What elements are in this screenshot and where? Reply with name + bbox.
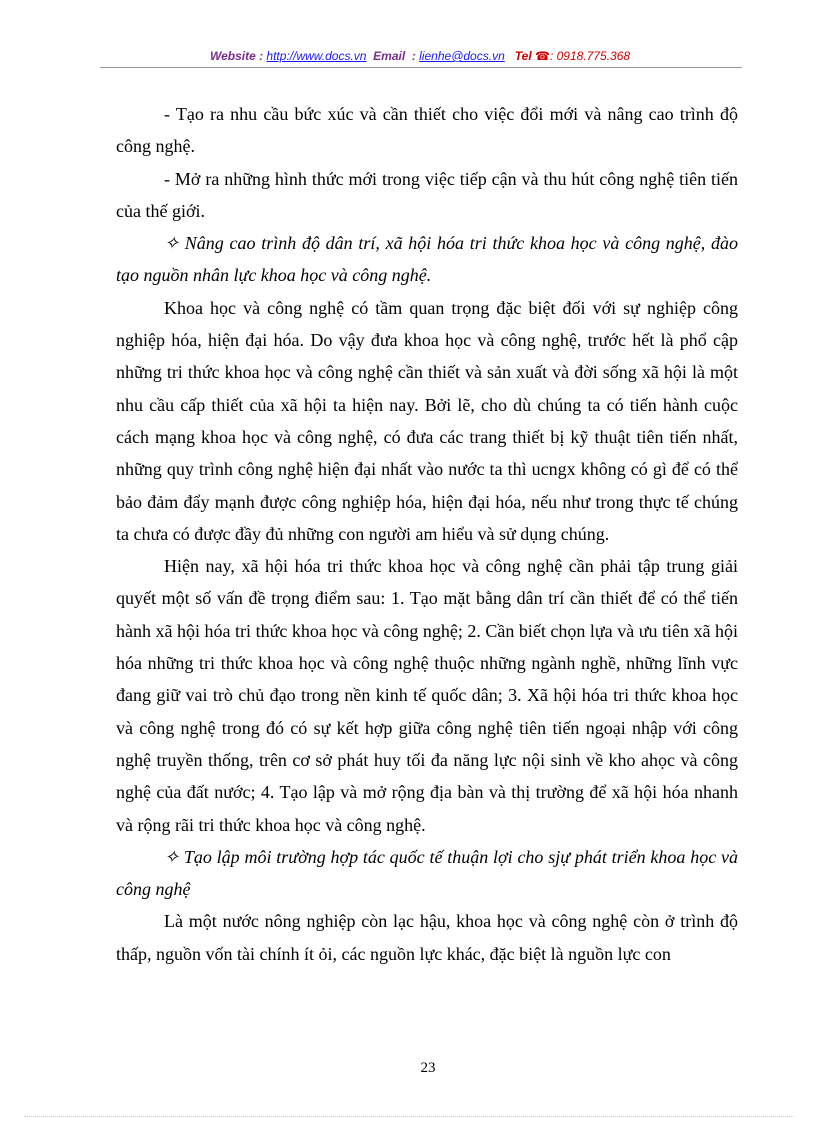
document-body [116,98,738,970]
paragraph-body-2: Hiện nay, xã hội hóa tri thức khoa học và công nghệ cần phải tập trung giải quyết một số vấn đề trọng điểm sau: 1. Tạo mặt bằng dân trí cần thiết để có thể tiến hành xã hội hóa tri thức khoa học và công nghệ; 2. Cần biết chọn lựa và ưu tiên xã hội hóa những tri thức khoa học và công nghệ thuộc những ngành nghề, những lĩnh vực đang giữ vai trò chủ đạo trong nền kinh tế quốc dân; 3. Xã hội hóa tri thức khoa học và công nghệ trong đó có sự kết hợp giữa công nghệ tiên tiến ngoại nhập với công nghệ truyền thống, trên cơ sở phát huy tối đa năng lực nội sinh về kho ahọc và công nghệ của đất nước; 4. Tạo lập và mở rộng địa bàn và thị trường để xã hội hóa nhanh và rộng rãi tri thức khoa học và công nghệ. [116,556,738,835]
website-link[interactable]: http://www.docs.vn [266,49,367,63]
tel-value: : 0918.775.368 [549,49,631,63]
page-number: 23 [420,1060,436,1076]
website-label: Website : [209,49,264,63]
paragraph-bullet-1: - Tạo ra nhu cầu bức xúc và cần thiết cho việc đổi mới và nâng cao trình độ công nghệ. [116,104,738,157]
email-link[interactable]: lienhe@docs.vn [419,49,505,63]
email-label: Email [373,49,406,63]
section-heading-1: ✧ Nâng cao trình độ dân trí, xã hội hóa tri thức khoa học và công nghệ, đào tạo nguồn nhân lực khoa học và công nghệ. [116,233,738,286]
page-header [100,48,740,64]
paragraph-bullet-2: - Mở ra những hình thức mới trong việc tiếp cận và thu hút công nghệ tiên tiến của thế giới. [116,168,738,221]
paragraph-body-1: Khoa học và công nghệ có tầm quan trọng đặc biệt đối với sự nghiệp công nghiệp hóa, hiện đại hóa. Do vậy đưa khoa học và công nghệ, trước hết là phổ cập những tri thức khoa học và công nghệ cần thiết và sản xuất và đời sống xã hội là một nhu cầu cấp thiết của xã hội ta hiện nay. Bởi lẽ, cho dù chúng ta có tiến hành cuộc cách mạng khoa học và công nghệ, có đưa các trang thiết bị kỹ thuật tiên tiến nhất, những quy trình công nghệ hiện đại nhất vào nước ta thì ucngx không có gì để có thể bảo đảm đẩy mạnh được công nghiệp hóa, hiện đại hóa, nếu như trong thực tế chúng ta chưa có được đầy đủ những con người am hiểu và sử dụng chúng. [116,297,738,544]
phone-icon: ☎ [535,49,550,63]
tel-label: Tel [514,49,532,63]
paragraph-body-3: Là một nước nông nghiệp còn lạc hậu, khoa học và công nghệ còn ở trình độ thấp, nguồn vốn tài chính ít ỏi, các nguồn lực khác, đặc biệt là nguồn lực con [116,911,738,964]
footer-divider [24,1116,794,1117]
section-heading-2: ✧ Tạo lập môi trường hợp tác quốc tế thuận lợi cho sjự phát triển khoa học và công nghệ [116,846,738,900]
email-separator: : [411,49,416,63]
header-divider [100,67,742,68]
